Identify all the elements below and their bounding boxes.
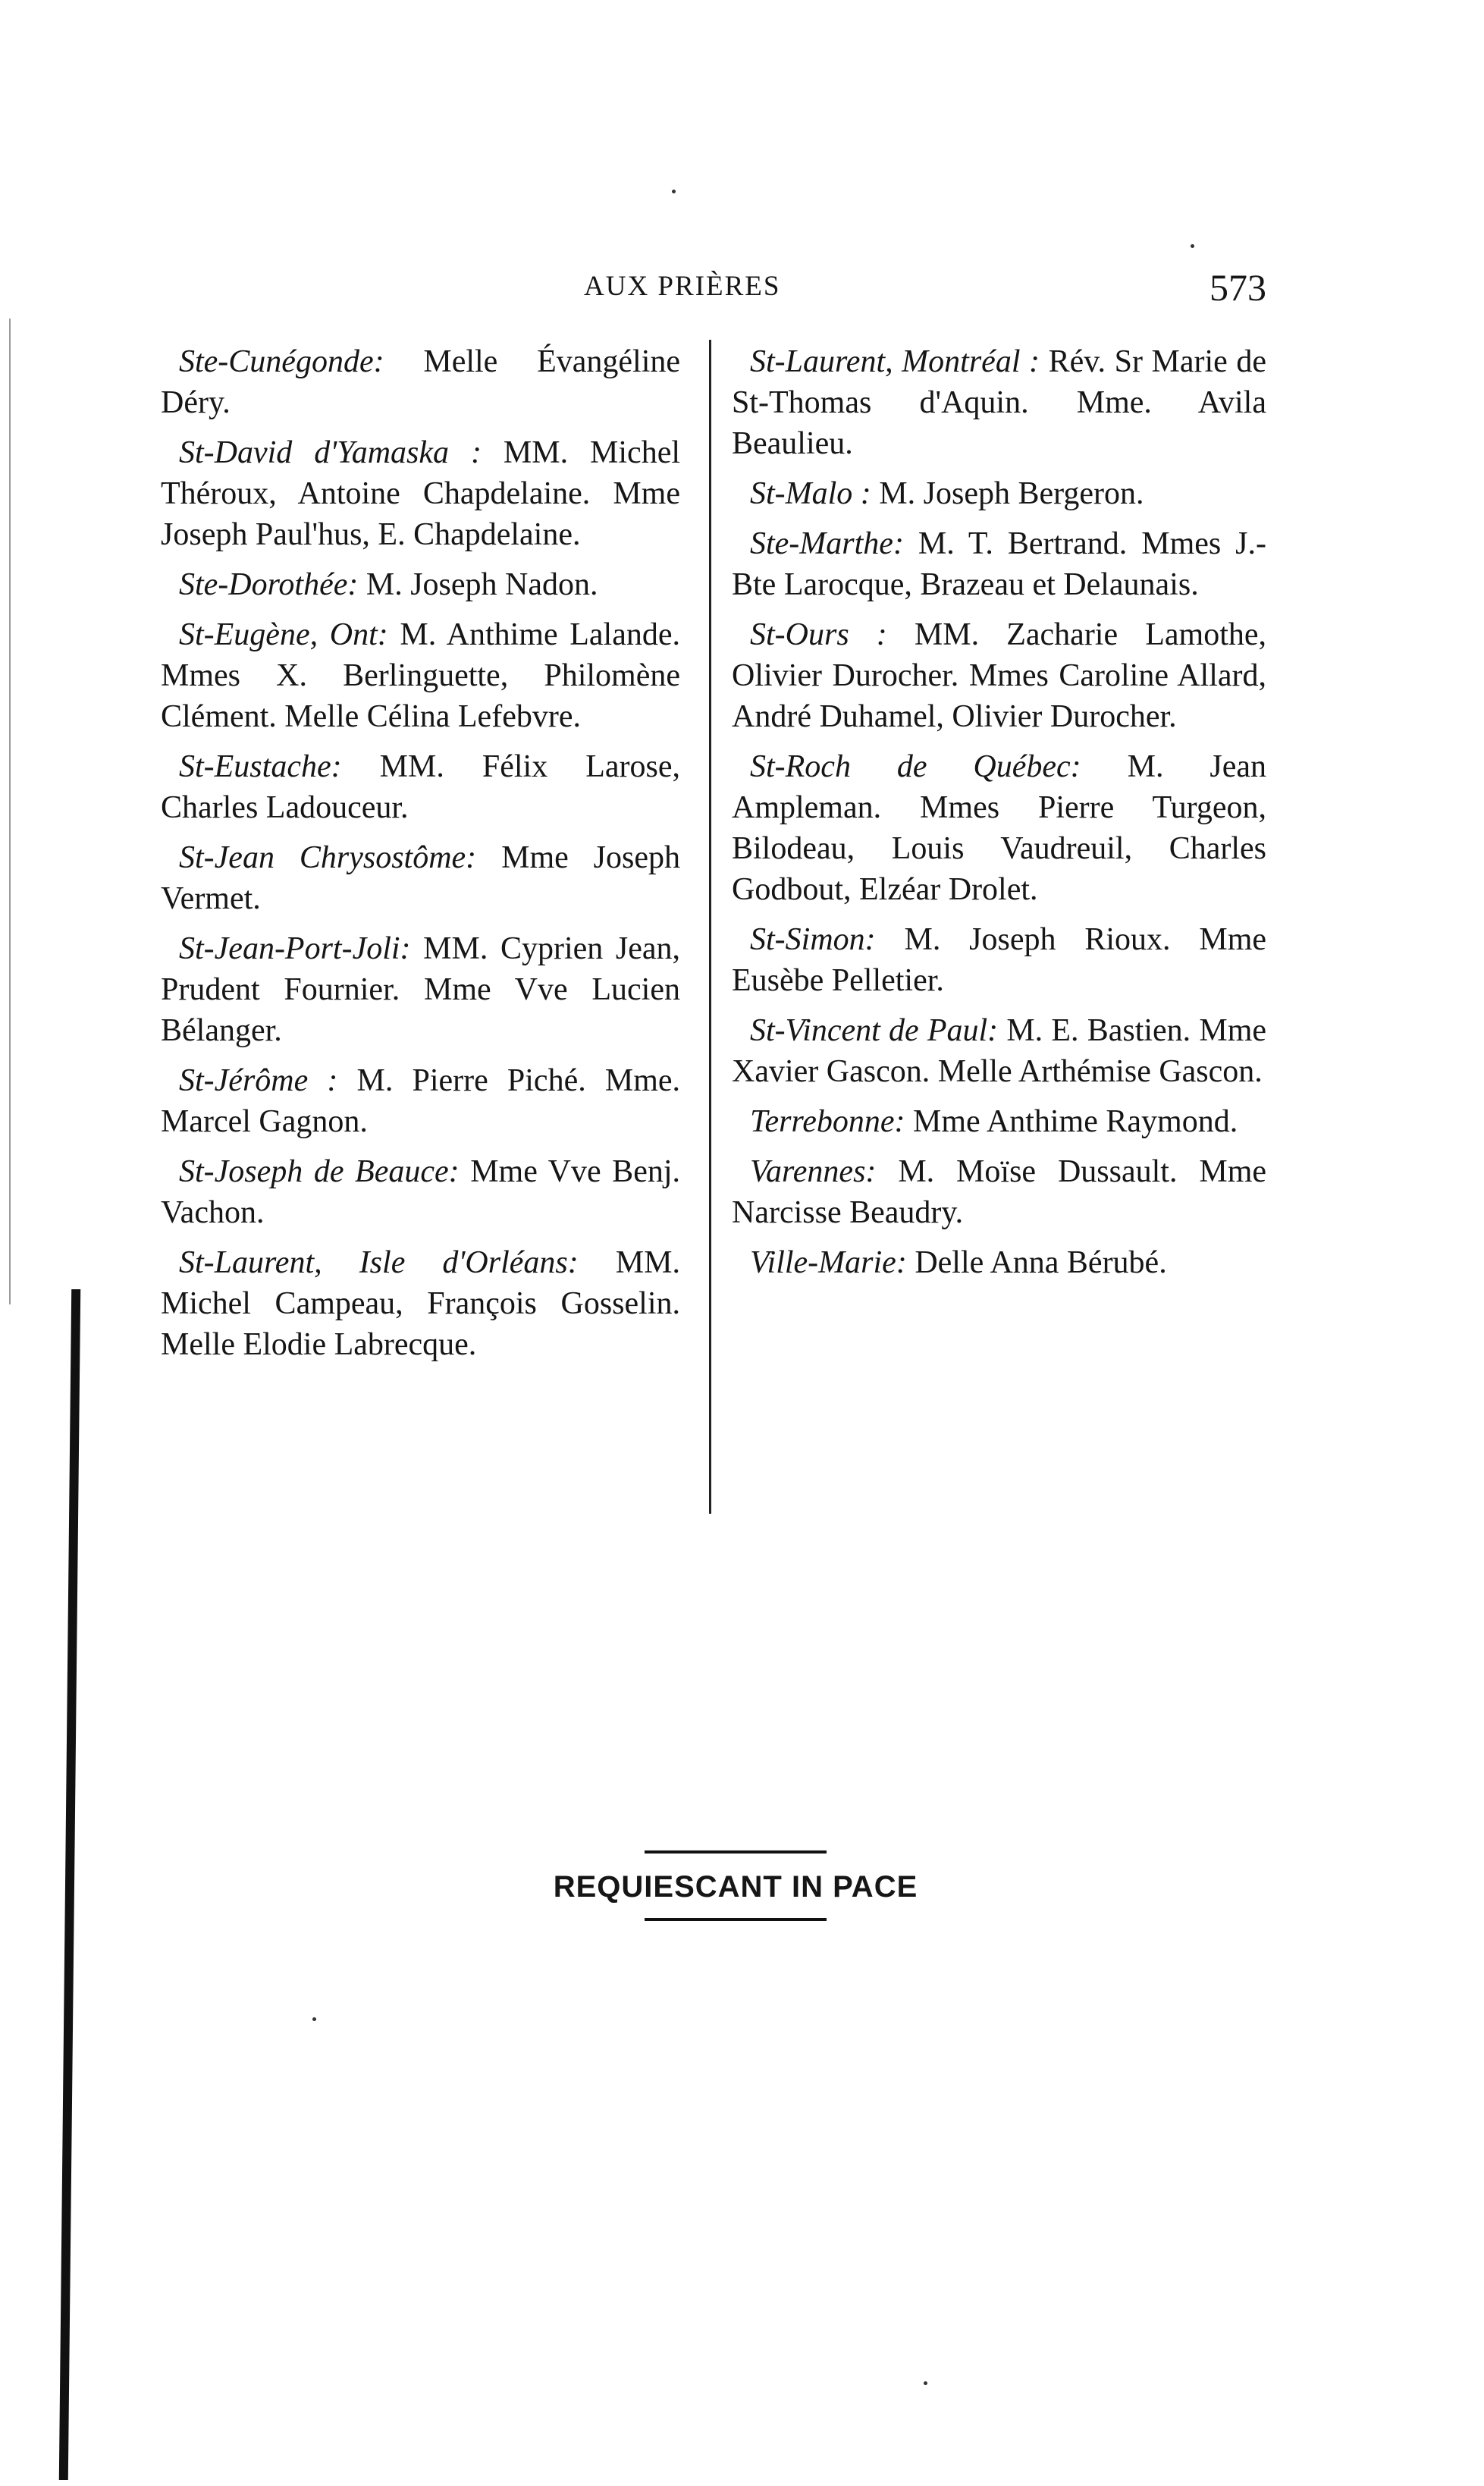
closing-block — [516, 1850, 955, 1921]
parish-name: Ste-Cunégonde: — [179, 344, 384, 379]
entry-names: Delle Anna Bérubé. — [915, 1245, 1167, 1280]
print-speck — [672, 190, 676, 193]
print-speck — [924, 2381, 927, 2385]
entry-names: Rév. Sr Marie de St-Thomas d'Aquin. Mme. Avila Beaulieu. — [732, 344, 1266, 461]
parish-name: St-Vincent de Paul: — [750, 1013, 999, 1048]
list-item — [161, 746, 680, 828]
parish-name: St-David d'Yamaska : — [179, 435, 482, 470]
column-divider — [709, 340, 711, 1514]
parish-name: St-Eugène, Ont: — [179, 617, 388, 652]
left-column — [161, 341, 680, 1374]
list-item — [161, 432, 680, 555]
list-item — [732, 1151, 1266, 1233]
binding-edge — [59, 1289, 80, 2480]
page-edge-shadow — [9, 319, 11, 1304]
ornament-rule — [645, 1918, 827, 1921]
list-item — [732, 614, 1266, 737]
parish-name: St-Laurent, Isle d'Orléans: — [179, 1245, 579, 1280]
parish-name: St-Malo : — [750, 476, 871, 511]
parish-name: St-Joseph de Beauce: — [179, 1154, 460, 1189]
entry-names: Mme Vve Benj. Vachon. — [161, 1154, 680, 1230]
entry-names: M. Joseph Rioux. Mme Eusèbe Pelletier. — [732, 922, 1267, 998]
right-column — [732, 341, 1266, 1292]
parish-name: Terrebonne: — [750, 1104, 905, 1139]
entry-names: M. Moïse Dussault. Mme Narcisse Beaudry. — [732, 1154, 1267, 1230]
entry-names: M. Joseph Nadon. — [366, 567, 598, 602]
parish-name: Ste-Marthe: — [750, 526, 904, 561]
entry-names: MM. Michel Campeau, François Gosselin. Melle Elodie Labrecque. — [161, 1245, 680, 1362]
closing-formula: REQUIESCANT IN PACE — [553, 1870, 918, 1904]
list-item — [161, 341, 680, 423]
list-item — [732, 473, 1266, 514]
parish-name: St-Simon: — [750, 922, 876, 957]
entry-names: MM. Félix Larose, Charles Ladouceur. — [161, 749, 681, 825]
list-item — [161, 928, 680, 1051]
list-item — [161, 1151, 680, 1233]
entry-names: M. T. Bertrand. Mmes J.-Bte Larocque, Brazeau et Delaunais. — [732, 526, 1266, 602]
parish-name: St-Jean-Port-Joli: — [179, 931, 411, 966]
parish-name: St-Jean Chrysostôme: — [179, 840, 477, 875]
list-item — [161, 837, 680, 919]
parish-name: Varennes: — [750, 1154, 877, 1189]
entry-names: MM. Zacharie Lamothe, Olivier Durocher. Mmes Caroline Allard, André Duhamel, Olivier Durocher. — [732, 617, 1267, 734]
list-item — [732, 341, 1266, 464]
parish-name: St-Eustache: — [179, 749, 342, 784]
entry-names: M. Pierre Piché. Mme. Marcel Gagnon. — [161, 1063, 681, 1139]
entry-names: M. Joseph Bergeron. — [879, 476, 1144, 511]
parish-name: Ste-Dorothée: — [179, 567, 359, 602]
list-item — [161, 614, 680, 737]
list-item — [732, 1242, 1266, 1283]
list-item — [161, 1242, 680, 1365]
entry-names: M. Jean Ampleman. Mmes Pierre Turgeon, Bilodeau, Louis Vaudreuil, Charles Godbout, Elzéar Drolet. — [732, 749, 1266, 907]
print-speck — [1191, 244, 1194, 248]
parish-name: St-Jérôme : — [179, 1063, 338, 1098]
parish-name: Ville-Marie: — [750, 1245, 907, 1280]
entry-names: MM. Cyprien Jean, Prudent Fournier. Mme Vve Lucien Bélanger. — [161, 931, 680, 1048]
list-item — [732, 523, 1266, 605]
entry-names: Melle Évangéline Déry. — [161, 344, 681, 420]
list-item — [161, 1060, 680, 1142]
print-speck — [312, 2017, 316, 2021]
entry-names: Mme Joseph Vermet. — [161, 840, 680, 916]
entry-names: M. E. Bastien. Mme Xavier Gascon. Melle Arthémise Gascon. — [732, 1013, 1267, 1089]
entry-names: Mme Anthime Raymond. — [913, 1104, 1238, 1139]
list-item — [732, 1010, 1266, 1092]
running-head: AUX PRIÈRES — [584, 271, 781, 302]
list-item — [161, 564, 680, 605]
page-number: 573 — [1209, 266, 1266, 309]
entry-names: M. Anthime Lalande. Mmes X. Berlinguette, Philomène Clément. Melle Célina Lefebvre. — [161, 617, 680, 734]
list-item — [732, 919, 1266, 1001]
entry-names: MM. Michel Théroux, Antoine Chapdelaine. Mme Joseph Paul'hus, E. Chapdelaine. — [161, 435, 680, 552]
parish-name: St-Ours : — [750, 617, 887, 652]
list-item — [732, 1101, 1266, 1142]
parish-name: St-Roch de Québec: — [750, 749, 1081, 784]
page-header — [159, 265, 1266, 311]
list-item — [732, 746, 1266, 910]
ornament-rule — [645, 1850, 827, 1854]
parish-name: St-Laurent, Montréal : — [750, 344, 1040, 379]
